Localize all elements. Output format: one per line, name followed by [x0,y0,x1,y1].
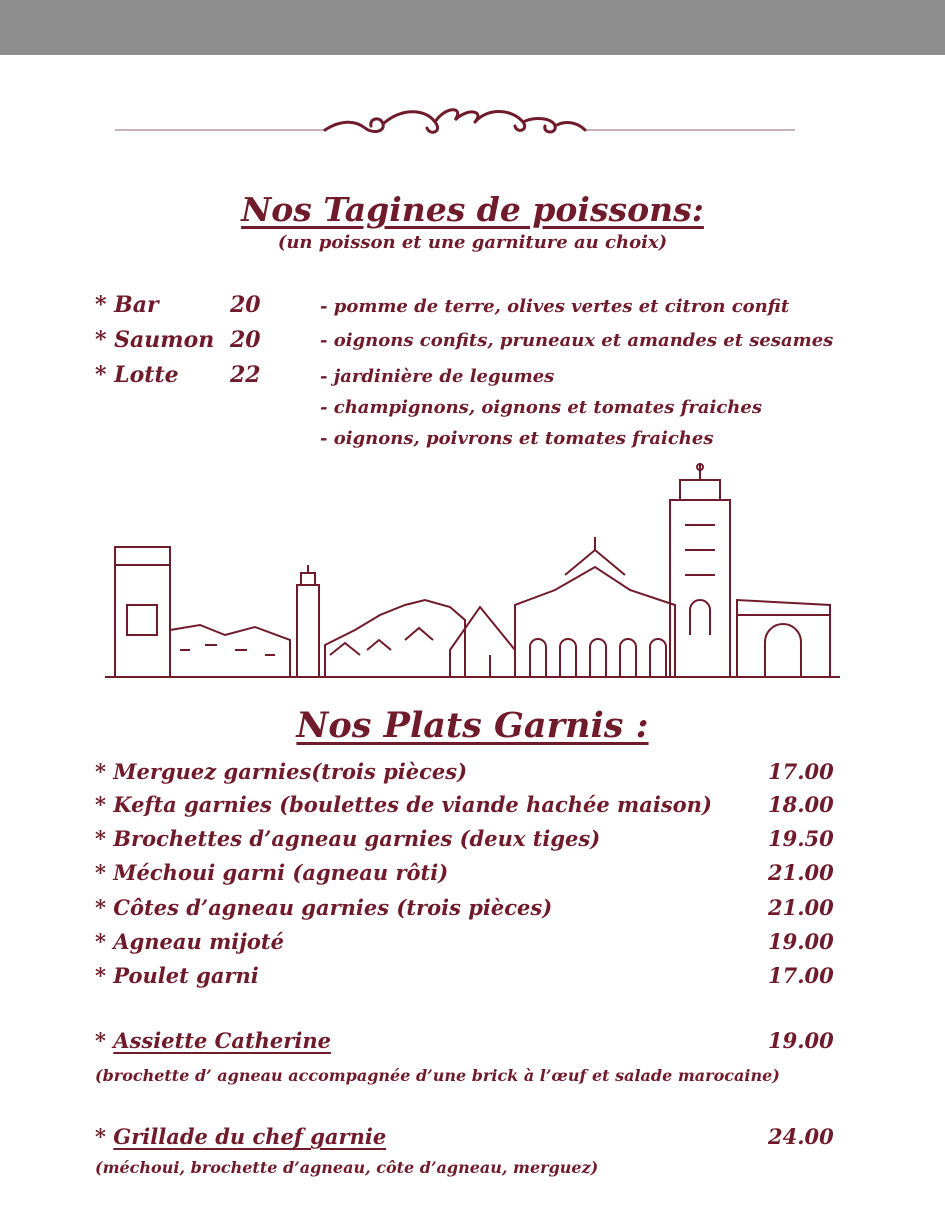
garniture-option: - jardinière de legumes [320,366,555,387]
section-title-fish-tagines: Nos Tagines de poissons: [241,190,704,229]
section-title-plats-garnis: Nos Plats Garnis : [296,705,649,746]
special-dish-description: (brochette d’ agneau accompagnée d’une brick à l’œuf et salade marocaine) [95,1066,780,1085]
top-bar [0,0,945,55]
dish-price: 19.50 [768,826,834,851]
special-dish-name: Grillade du chef garnie [113,1124,387,1149]
dish-price: 21.00 [768,895,834,920]
dish-name: * Méchoui garni (agneau rôti) [95,860,449,885]
moroccan-skyline-illustration [105,455,840,685]
dish-name: * Poulet garni [95,963,259,988]
dish-price: 17.00 [768,963,834,988]
dish-name: * Merguez garnies(trois pièces) [95,759,468,784]
fish-item [95,327,261,353]
scroll-ornament-icon [115,100,795,140]
fish-price: 22 [230,362,261,388]
dish-name: * Agneau mijoté [95,929,284,954]
dish-name: * Brochettes d’agneau garnies (deux tiges) [95,826,601,851]
special-dish-price: 19.00 [768,1028,834,1053]
special-dish [95,1028,331,1053]
fish-price: 20 [230,327,261,353]
fish-item [95,362,261,388]
special-prefix: * [95,1124,114,1149]
dish-price: 21.00 [768,860,834,885]
fish-price: 20 [230,292,261,318]
special-dish [95,1124,386,1149]
fish-name: * Lotte [95,362,179,388]
garniture-option: - oignons confits, pruneaux et amandes et sesames [320,330,834,351]
garniture-option: - champignons, oignons et tomates fraiches [320,397,762,418]
garniture-option: - oignons, poivrons et tomates fraiches [320,428,714,449]
section-subtitle: (un poisson et une garniture au choix) [277,232,668,253]
fish-name: * Bar [95,292,159,318]
fish-item [95,292,261,318]
garniture-option: - pomme de terre, olives vertes et citron confit [320,296,790,317]
dish-price: 17.00 [768,759,834,784]
special-prefix: * [95,1028,114,1053]
dish-price: 19.00 [768,929,834,954]
dish-price: 18.00 [768,792,834,817]
special-dish-name: Assiette Catherine [113,1028,331,1053]
special-dish-price: 24.00 [768,1124,834,1149]
special-dish-description: (méchoui, brochette d’agneau, côte d’agneau, merguez) [95,1158,599,1177]
fish-name: * Saumon [95,327,215,353]
dish-name: * Côtes d’agneau garnies (trois pièces) [95,895,553,920]
dish-name: * Kefta garnies (boulettes de viande hachée maison) [95,792,712,817]
